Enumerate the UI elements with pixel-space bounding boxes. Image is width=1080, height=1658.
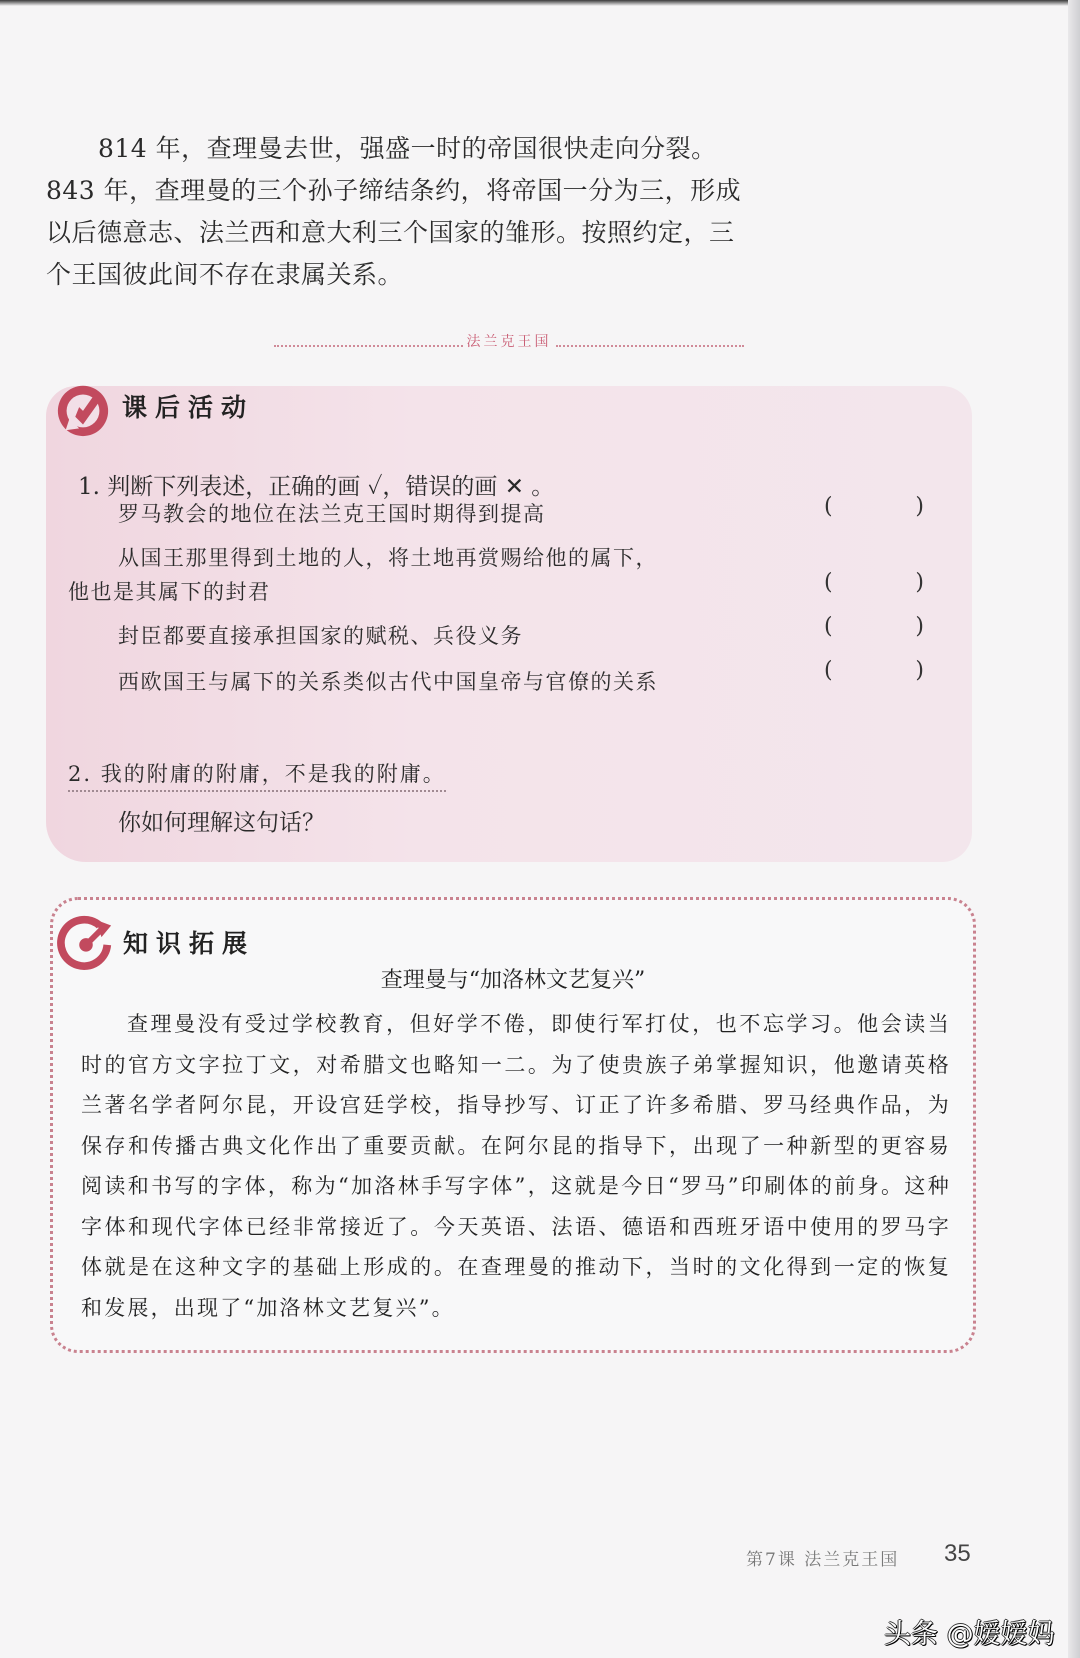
knowledge-title: 知识拓展 bbox=[123, 929, 256, 958]
intro-rest: 843 年，查理曼的三个孙子缔结条约，将帝国一分为三，形成以后德意志、法兰西和意大利三个国家的雏形。按照约定，三个王国彼此间不存在隶属关系。 bbox=[46, 176, 742, 289]
activity-title: 课后活动 bbox=[122, 393, 255, 422]
knowledge-body: 查理曼没有受过学校教育，但好学不倦，即使行军打仗，也不忘学习。他会读当时的官方文字拉丁文，对希腊文也略知一二。为了使贵族子弟掌握知识，他邀请英格兰著名学者阿尔昆，开设宫廷学校，指导抄写、订正了许多希腊、罗马经典作品，为保存和传播古典文化作出了重要贡献。在阿尔昆的指导下，出现了一种新型的更容易阅读和书写的字体，称为“加洛林手写字体”，这就是今日“罗马”印刷体的前身。这种字体和现代字体已经非常接近了。今天英语、法语、德语和西班牙语中使用的罗马字体就是在这种文字的基础上形成的。在查理曼的推动下，当时的文化得到一定的恢复和发展，出现了“加洛林文艺复兴”。 bbox=[81, 1012, 951, 1320]
statement-1: 罗马教会的地位在法兰克王国时期得到提高 bbox=[118, 502, 546, 526]
page-right-edge bbox=[1068, 0, 1080, 1658]
statement-4: 西欧国王与属下的关系类似古代中国皇帝与官僚的关系 bbox=[118, 670, 658, 694]
statement-2-line-2: 他也是其属下的封君 bbox=[68, 580, 271, 604]
intro-paragraph bbox=[46, 128, 746, 296]
section-divider bbox=[274, 330, 744, 352]
watermark: 头条 @嫒嫒妈 bbox=[884, 1619, 1055, 1650]
question-2-prompt: 你如何理解这句话？ bbox=[118, 810, 325, 836]
page-top-edge bbox=[0, 0, 1080, 6]
knowledge-extension-box bbox=[50, 897, 976, 1353]
pen-check-icon bbox=[54, 380, 112, 438]
arrow-circle-icon bbox=[57, 912, 115, 970]
page-number: 35 bbox=[944, 1540, 971, 1567]
after-class-activity-box bbox=[46, 386, 972, 862]
statement-3: 封臣都要直接承担国家的赋税、兵役义务 bbox=[118, 624, 523, 648]
footer-lesson-title: 第7课 法兰克王国 bbox=[746, 1550, 900, 1570]
statement-2-line-1: 从国王那里得到土地的人，将土地再赏赐给他的属下， bbox=[118, 546, 658, 570]
question-2: 2. 我的附庸的附庸，不是我的附庸。 bbox=[68, 758, 446, 792]
answer-blank-4[interactable]: ( ) bbox=[824, 658, 924, 683]
knowledge-subtitle: 查理曼与“加洛林文艺复兴” bbox=[380, 968, 646, 993]
answer-blank-3[interactable]: ( ) bbox=[824, 614, 924, 639]
answer-blank-1[interactable]: ( ) bbox=[824, 494, 924, 519]
running-header-label: 法兰克王国 bbox=[466, 334, 552, 350]
intro-line-1: 814 年，查理曼去世，强盛一时的帝国很快走向分裂。 bbox=[98, 134, 717, 163]
answer-blank-2[interactable]: ( ) bbox=[824, 570, 924, 595]
question-1: 1. 判断下列表述，正确的画 ✓，错误的画 ✕ 。 bbox=[78, 474, 555, 500]
